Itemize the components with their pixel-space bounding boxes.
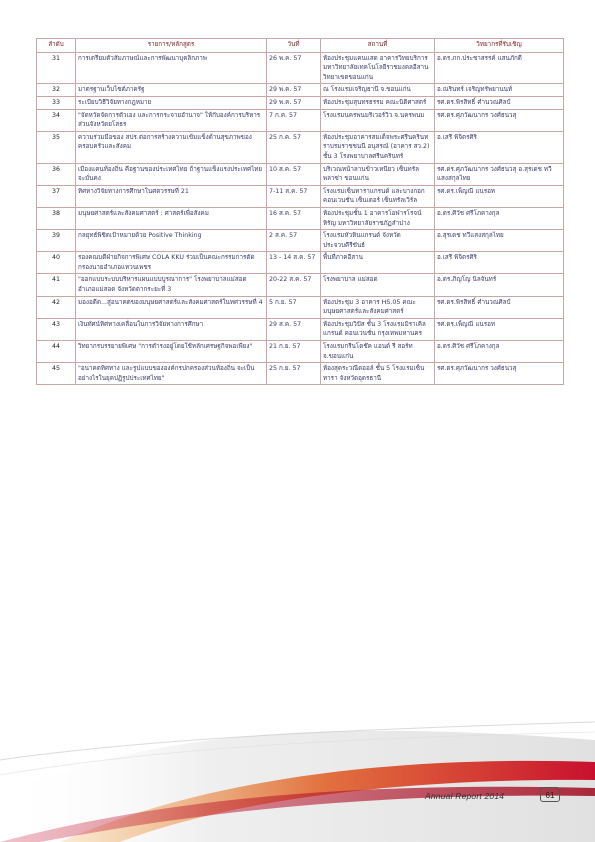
table-row [37, 52, 564, 84]
cell-date: 5 ก.ย. 57 [267, 296, 321, 318]
cell-date: 16 ส.ค. 57 [267, 207, 321, 229]
cell-title: มาตรฐานเว็บไซต์ภาครัฐ [76, 84, 267, 97]
cell-title: เมืองแคนท้องถิ่น คือฐานของประเทศไทย ถ้าฐานแข็งแรงประเทศไทยจะมั่นคง [76, 163, 267, 185]
table-row [37, 84, 564, 97]
cell-speaker: อ.ดร.ศิวัช ศรีโภคางกุล [435, 207, 564, 229]
table-row [37, 131, 564, 163]
cell-date: 29 ส.ค. 57 [267, 318, 321, 340]
cell-place: โรงพยาบาล แม่สอด [321, 274, 435, 296]
cell-place: โรงแรมนครพนมริเวอร์วิว จ.นครพนม [321, 109, 435, 131]
cell-date: 10 ส.ค. 57 [267, 163, 321, 185]
cell-no: 32 [37, 84, 76, 97]
cell-no: 44 [37, 341, 76, 363]
table-row [37, 296, 564, 318]
col-header-speaker: วิทยากรที่รับเชิญ [435, 39, 564, 53]
col-header-title: รายการ/หลักสูตร [76, 39, 267, 53]
cell-no: 42 [37, 296, 76, 318]
page-number: 61 [540, 787, 560, 802]
cell-title: "อนาคตทิศทาง และรูปแบบขององค์กรปกครองส่วนท้องถิ่น จะเป็นอย่างไรในยุคปฏิรูปประเทศไทย" [76, 363, 267, 385]
cell-title: "จัดหวัดจัดการตัวเอง และการกระจายอำนาจ" ให้กับองค์การบริหารส่วนจังหวัดยโสธร [76, 109, 267, 131]
cell-speaker: รศ.ดร.เพ็ญณี แนรอท [435, 318, 564, 340]
col-header-no: ลำดับ [37, 39, 76, 53]
cell-date: 7 ก.ค. 57 [267, 109, 321, 131]
table-row [37, 185, 564, 207]
cell-speaker: รศ.ดร.ศุภวัฒนากร วงศ์ธนวสุ [435, 363, 564, 385]
table-row [37, 230, 564, 252]
cell-place: โรงแรมเซ็นทาราแกรนด์ และบางกอกคอนเวนชั่น เซ็นเตอร์ เซ็นทรัลเวิร์ล [321, 185, 435, 207]
cell-place: ห้องประชุมอาคารสมเด็จพระศรีนครินทราบรมราชชนนี อนุสรณ์ (อาคาร สว.2) ชั้น 3 โรงพยาบาลศรีนครินทร์ [321, 131, 435, 163]
cell-title: กลยุทธ์พิชิตเป้าหมายด้วย Positive Thinking [76, 230, 267, 252]
cell-place: พื้นที่ภาคอีสาน [321, 252, 435, 274]
cell-no: 45 [37, 363, 76, 385]
col-header-date: วันที่ [267, 39, 321, 53]
col-header-place: สถานที่ [321, 39, 435, 53]
cell-date: 20-22 ส.ค. 57 [267, 274, 321, 296]
cell-speaker: อ.สุรเดช ทวีแสงสกุลไทย [435, 230, 564, 252]
footer-swoosh-decoration [0, 700, 595, 842]
cell-place: ห้องประชุมชั้น 1 อาคารโอฬารโรจน์หิรัญ มหาวิทยาลัยราชภัฏลำปาง [321, 207, 435, 229]
cell-no: 41 [37, 274, 76, 296]
cell-title: ทิศทางวิจัยทางการศึกษาในศตวรรษที่ 21 [76, 185, 267, 207]
cell-date: 7-11 ส.ค. 57 [267, 185, 321, 207]
table-row [37, 96, 564, 109]
speakers-table [36, 38, 564, 385]
cell-speaker: รศ.ดร.เพ็ญณี แนรอท [435, 185, 564, 207]
cell-speaker: รศ.ดร.ศุภวัฒนากร วงศ์ธนวสุ [435, 109, 564, 131]
cell-title: ความร่วมมือของ สปร.ต่อการสร้างความเข้มแข็งด้านสุขภาพของครอบครัวและสังคม [76, 131, 267, 163]
table-row [37, 252, 564, 274]
cell-title: วิทยากรบรรยายพิเศษ "การดำรงอยู่โดยใช้หลักเศรษฐกิจพอเพียง" [76, 341, 267, 363]
table-row [37, 274, 564, 296]
cell-no: 43 [37, 318, 76, 340]
cell-speaker: รศ.ดร.ศุภวัฒนากร วงศ์ธนวสุ อ.สุรเดช ทวีแสงสกุลไทย [435, 163, 564, 185]
cell-title: รองคณบดีฝ่ายกิจการพิเศษ COLA KKU ร่วมเป็นคณะกรรมการตัดกรองนายอำเภอแหวนเพชร [76, 252, 267, 274]
cell-place: ห้องประชุมวิปัส ชั้น 3 โรงแรมมิราเคิลแกรนด์ คอนเวนชั่น กรุงเทพมหานคร [321, 318, 435, 340]
cell-place: บริเวณหน้าลานข้าวเหนียว เซ็นทรัล พลาซ่า ขอนแก่น [321, 163, 435, 185]
table-row [37, 363, 564, 385]
cell-no: 37 [37, 185, 76, 207]
cell-date: 2 ส.ค. 57 [267, 230, 321, 252]
cell-title: การเตรียมตัวสัมภาษณ์และการพัฒนาบุคลิกภาพ [76, 52, 267, 84]
footer-report-title: Annual Report 2014 [425, 791, 505, 801]
cell-speaker: อ.เสรี พิจิตรศิริ [435, 252, 564, 274]
cell-date: 21 ก.ย. 57 [267, 341, 321, 363]
cell-date: 25 ก.ค. 57 [267, 131, 321, 163]
cell-title: เงินทัศน์ทิศทางเคลื่อนในการวิจัยทางการศึกษา [76, 318, 267, 340]
cell-no: 33 [37, 96, 76, 109]
cell-title: มองอดีต...สู่อนาคตของมนุษยศาสตร์และสังคมศาสตร์ในทศวรรษที่ 4 [76, 296, 267, 318]
cell-place: โรงแรมกรีนโดช๊ค แอนด์ รี สอร์ท จ.ขอนแก่น [321, 341, 435, 363]
table-row [37, 318, 564, 340]
cell-no: 31 [37, 52, 76, 84]
cell-no: 39 [37, 230, 76, 252]
cell-date: 29 พ.ค. 57 [267, 96, 321, 109]
table-row [37, 163, 564, 185]
cell-speaker: รศ.ดร.พิรสิทธิ์ คำนวณศิลป์ [435, 296, 564, 318]
cell-place: โรงแรมหัวหินแกรนด์ จังหวัดประจวบคีรีขันธ์ [321, 230, 435, 252]
cell-speaker: อ.เสรี พิจิตรศิริ [435, 131, 564, 163]
cell-speaker: อ.ดร.ศิวัช ศรีโภคางกุล [435, 341, 564, 363]
cell-title: ระเบียบวิธีวิจัยทางกฎหมาย [76, 96, 267, 109]
table-row [37, 341, 564, 363]
cell-speaker: อ.ดร.ภิญโญ นิลจันทร์ [435, 274, 564, 296]
cell-date: 26 พ.ค. 57 [267, 52, 321, 84]
cell-date: 25 ก.ย. 57 [267, 363, 321, 385]
cell-no: 34 [37, 109, 76, 131]
cell-title: "ออกแบบระบบบริหารแผนแบบบูรณาการ" โรงพยาบาลแม่สอด อำเภอแม่สอด จังหวัดตากระยะที่ 3 [76, 274, 267, 296]
cell-no: 38 [37, 207, 76, 229]
table-row [37, 207, 564, 229]
table-header-row [37, 39, 564, 53]
table-row [37, 109, 564, 131]
cell-place: ห้องประชุมแคนแสด อาคารวิทยบริการ มหาวิทยาลัยเทคโนโลยีราชมงคลอีสาน วิทยาเขตขอนแก่น [321, 52, 435, 84]
cell-speaker: อ.ดร.ภก.ประชาสรรค์ แสนภักดี [435, 52, 564, 84]
cell-title: มนุษยศาสตร์และสังคมศาสตร์ : ศาสตร์เพื่อสังคม [76, 207, 267, 229]
cell-place: ห้องประชุมสุนทรธรรม คณะนิติศาสตร์ [321, 96, 435, 109]
cell-place: ห้องประชุม 3 อาคาร HS.05 คณะมนุษยศาสตร์และสังคมศาสตร์ [321, 296, 435, 318]
cell-place: ห้องสุดระวณีดออล์ ชั้น 5 โรงแรมเซ็นทารา จังหวัดอุดรธานี [321, 363, 435, 385]
cell-date: 13 - 14 ส.ค. 57 [267, 252, 321, 274]
cell-speaker: รศ.ดร.พิรสิทธิ์ คำนวณศิลป์ [435, 96, 564, 109]
cell-no: 36 [37, 163, 76, 185]
cell-date: 29 พ.ค. 57 [267, 84, 321, 97]
cell-no: 35 [37, 131, 76, 163]
cell-place: ณ โรงแรมเจริญธานี จ.ขอนแก่น [321, 84, 435, 97]
cell-speaker: อ.ณรินทร์ เจริญทรัพยานนท์ [435, 84, 564, 97]
cell-no: 40 [37, 252, 76, 274]
